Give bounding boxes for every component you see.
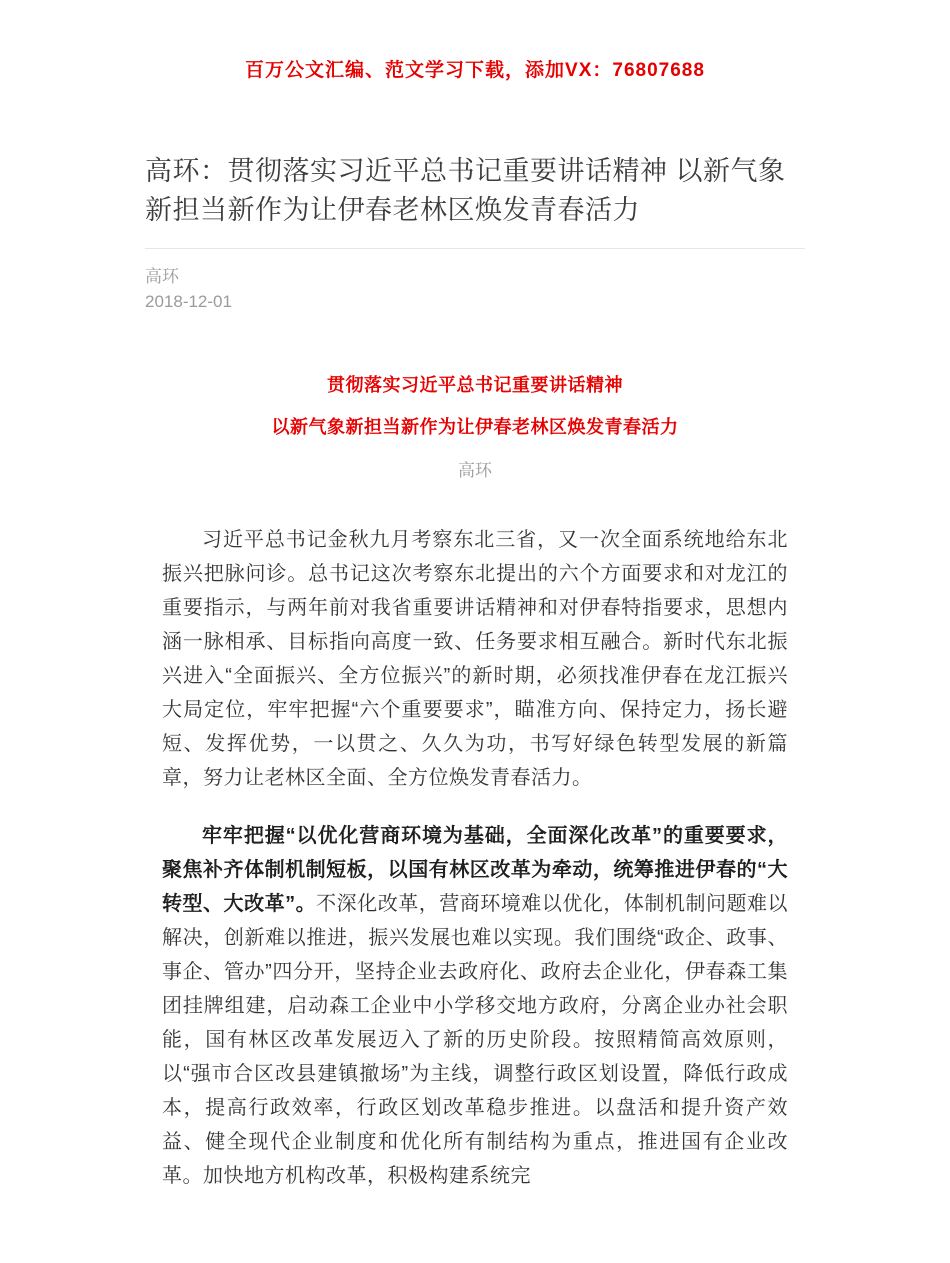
doc-heading-line1: 贯彻落实习近平总书记重要讲话精神 [327,374,623,395]
body-paragraph-1: 习近平总书记金秋九月考察东北三省，又一次全面系统地给东北振兴把脉问诊。总书记这次考察东北提出的六个方面要求和对龙江的重要指示，与两年前对我省重要讲话精神和对伊春特指要求，思想内涵一脉相承、目标指向高度一致、任务要求相互融合。新时代东北振兴进入“全面振兴、全方位振兴”的新时期，必须找准伊春在龙江振兴大局定位，牢牢把握“六个重要要求”，瞄准方向、保持定力，扬长避短、发挥优势，一以贯之、久久为功，书写好绿色转型发展的新篇章，努力让老林区全面、全方位焕发青春活力。 [162,528,788,789]
article-title: 高环：贯彻落实习近平总书记重要讲话精神 以新气象新担当新作为让伊春老林区焕发青春活力 [145,156,786,226]
doc-byline: 高环 [458,460,492,480]
paragraph-2-bold-lead: 牢牢把握“以优化营商环境为基础，全面深化改革”的重要要求，聚焦补齐体制机制短板，以国有林区改革为牵动，统筹推进伊春的“大转型、大改革”。 [162,824,788,915]
title-divider [145,248,805,249]
promo-banner [0,55,950,82]
promo-banner-text: 百万公文汇编、范文学习下载，添加VX：76807688 [245,60,705,81]
publish-date: 2018-12-01 [145,291,232,311]
article-meta [145,265,805,314]
author-name: 高环 [145,267,179,287]
bottom-spacer [145,1193,805,1263]
article-body [145,373,805,1193]
paragraph-2-rest: 不深化改革，营商环境难以优化，体制机制问题难以解决，创新难以推进，振兴发展也难以实现。我们围绕“政企、政事、事企、管办”四分开，坚持企业去政府化、政府去企业化，伊春森工集团挂牌组建，启动森工企业中小学移交地方政府，分离企业办社会职能，国有林区改革发展迈入了新的历史阶段。按照精简高效原则，以“强市合区改县建镇撤场”为主线，调整行政区划设置，降低行政成本，提高行政效率，行政区划改革稳步推进。以盘活和提升资产效益、健全现代企业制度和优化所有制结构为重点，推进国有企业改革。加快地方机构改革，积极构建系统完 [162,892,789,1187]
body-paragraph-2 [162,819,788,1193]
article [145,152,805,1263]
doc-heading-line2: 以新气象新担当新作为让伊春老林区焕发青春活力 [271,416,679,437]
